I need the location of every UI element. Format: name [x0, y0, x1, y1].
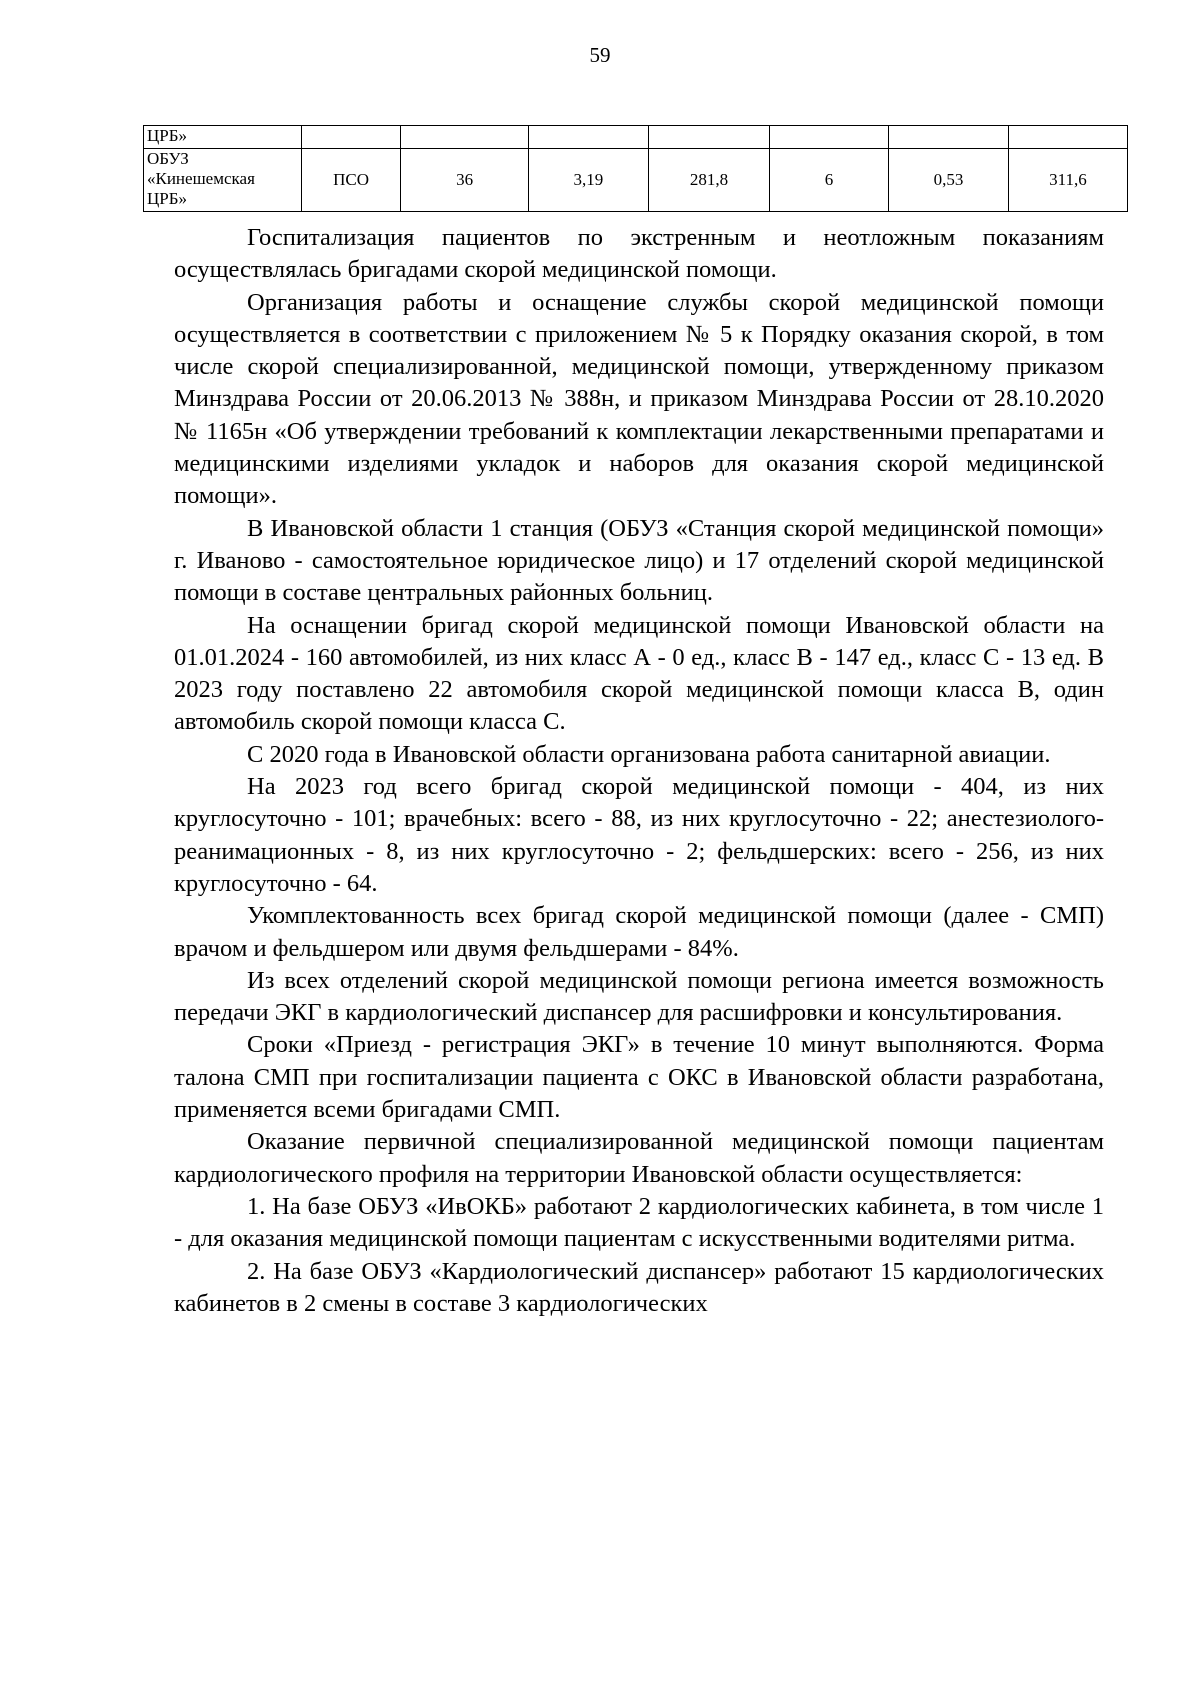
paragraph-specialized-care: Оказание первичной специализированной медицинской помощи пациентам кардиологического профиля на территории Ивановской области осуществляется:: [174, 1128, 1104, 1188]
paragraph-timing: Сроки «Приезд - регистрация ЭКГ» в течение 10 минут выполняются. Форма талона СМП при госпитализации пациента с ОКС в Ивановской области разработана, применяется всеми бригадами СМП.: [174, 1031, 1104, 1124]
table-cell: 281,8: [648, 149, 769, 212]
paragraph-aviation: С 2020 года в Ивановской области организована работа санитарной авиации.: [247, 740, 1051, 768]
paragraph-item-2: 2. На базе ОБУЗ «Кардиологический диспансер» работают 15 кардиологических кабинетов в 2 смены в составе 3 кардиологических: [174, 1257, 1104, 1317]
table-row: [144, 126, 1128, 149]
table-cell-organization: ЦРБ»: [144, 126, 302, 149]
paragraph-item-1: 1. На базе ОБУЗ «ИвОКБ» работают 2 кардиологических кабинета, в том числе 1 - для оказания медицинской помощи пациентам с искусственными водителями ритма.: [174, 1192, 1104, 1253]
table-cell: 6: [770, 149, 889, 212]
table-cell: 3,19: [528, 149, 648, 212]
paragraph-ecg: Из всех отделений скорой медицинской помощи региона имеется возможность передачи ЭКГ в кардиологический диспансер для расшифровки и консультирования.: [174, 966, 1104, 1027]
paragraph-stations: В Ивановской области 1 станция (ОБУЗ «Станция скорой медицинской помощи» г. Иваново - самостоятельное юридическое лицо) и 17 отделений скорой медицинской помощи в составе центральных районных больниц.: [174, 514, 1104, 607]
page-number: 59: [589, 43, 611, 67]
table-cell: [528, 126, 648, 149]
table-cell: [770, 126, 889, 149]
statistics-table-fragment: [143, 125, 1128, 212]
statistics-table: [143, 125, 1128, 212]
table-cell: [301, 126, 400, 149]
table-row: [144, 149, 1128, 212]
paragraph-staffing: Укомплектованность всех бригад скорой медицинской помощи (далее - СМП) врачом и фельдшером или двумя фельдшерами - 84%.: [174, 902, 1104, 962]
document-body: [174, 222, 1104, 1320]
paragraph-vehicles: На оснащении бригад скорой медицинской помощи Ивановской области на 01.01.2024 - 160 автомобилей, из них класс А - 0 ед., класс В - 147 ед., класс С - 13 ед. В 2023 году поставлено 22 автомобиля скорой медицинской помощи класса В, один автомобиль скорой помощи класса С.: [174, 611, 1104, 736]
table-cell: [401, 126, 529, 149]
table-cell: [1008, 126, 1127, 149]
table-cell-organization: ОБУЗ «Кинешемская ЦРБ»: [144, 149, 302, 212]
table-cell: [888, 126, 1008, 149]
table-cell: 36: [401, 149, 529, 212]
paragraph-hospitalization: Госпитализация пациентов по экстренным и неотложным показаниям осуществлялась бригадами скорой медицинской помощи.: [174, 224, 1104, 284]
table-cell: [648, 126, 769, 149]
table-cell-unit-type: ПСО: [301, 149, 400, 212]
paragraph-organization: Организация работы и оснащение службы скорой медицинской помощи осуществляется в соответствии с приложением № 5 к Порядку оказания скорой, в том числе скорой специализированной, медицинской помощи, утвержденному приказом Минздрава России от 20.06.2013 № 388н, и приказом Минздрава России от 28.10.2020 № 1165н «Об утверждении требований к комплектации лекарственными препаратами и медицинскими изделиями укладок и наборов для оказания скорой медицинской помощи».: [174, 288, 1104, 510]
paragraph-teams: На 2023 год всего бригад скорой медицинской помощи - 404, из них круглосуточно - 101; врачебных: всего - 88, из них круглосуточно - 22; анестезиолого-реанимационных - 8, из них круглосуточно - 2; фельдшерских: всего - 256, из них круглосуточно - 64.: [174, 773, 1104, 897]
table-cell: 311,6: [1008, 149, 1127, 212]
table-cell: 0,53: [888, 149, 1008, 212]
